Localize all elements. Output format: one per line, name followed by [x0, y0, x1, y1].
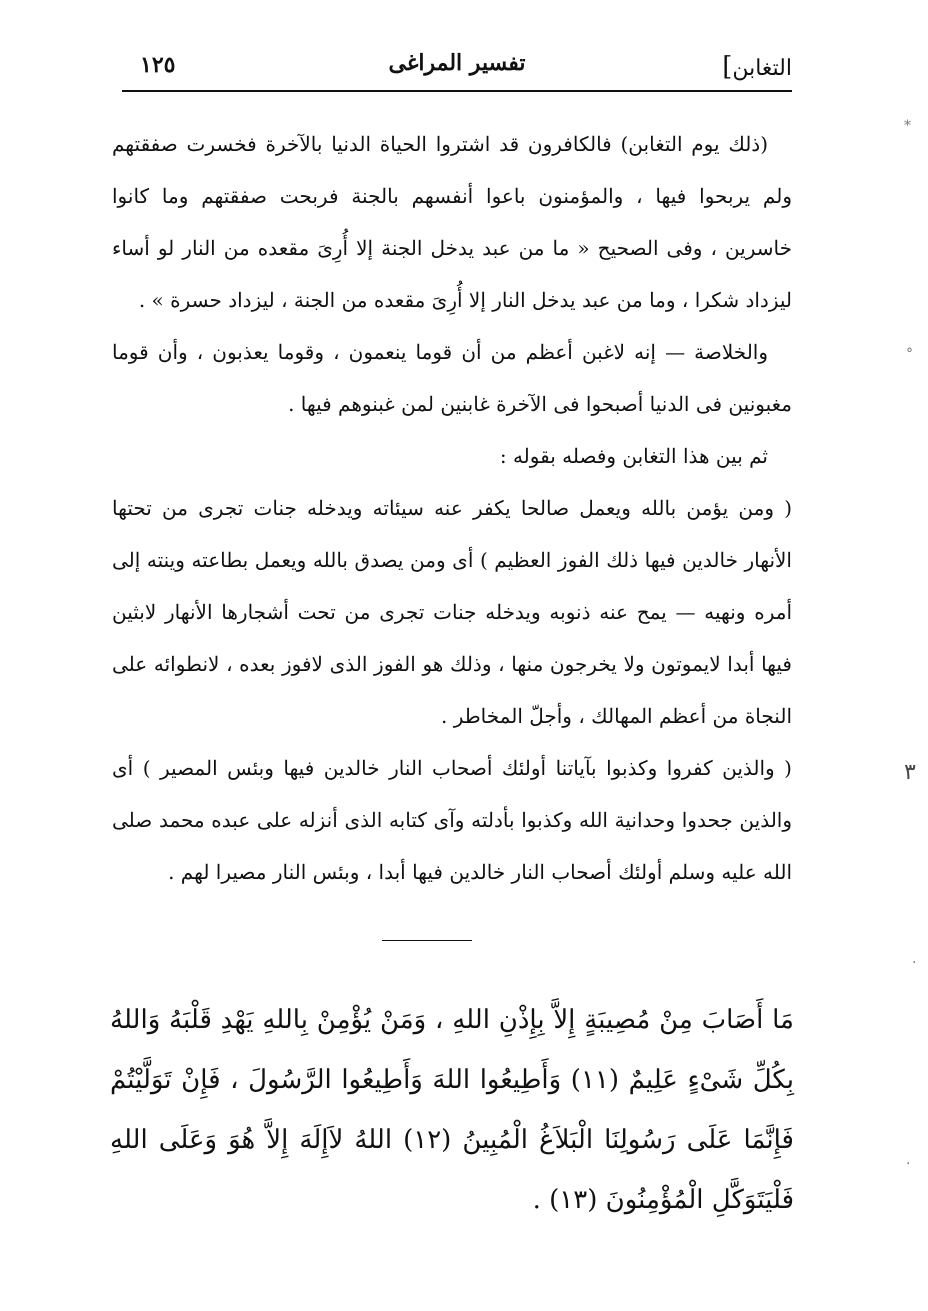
paragraph-disbelievers: ( والذين كفروا وكذبوا بآياتنا أولئك أصحاب النار خالدين فيها وبئس المصير ) أى والذين جحدوا وحدانية الله وكذبوا بأدلته وآى كتابه الذى أنزله على عبده محمد صلى الله عليه وسلم أولئك أصحاب النار خالدين فيها أبدا ، وبئس النار مصيرا لهم . [112, 756, 792, 884]
header-rule [122, 90, 792, 92]
commentary-text [112, 118, 792, 898]
margin-mark: * [904, 118, 911, 134]
margin-mark: · [906, 1156, 911, 1172]
section-separator [382, 940, 472, 941]
paragraph-transition: ثم بين هذا التغابن وفصله بقوله : [499, 444, 768, 468]
verse-block: مَا أَصَابَ مِنْ مُصِيبَةٍ إِلاَّ بِإِذْنِ اللهِ ، وَمَنْ يُؤْمِنْ بِاللهِ يَهْدِ قَلْبَهُ وَاللهُ بِكُلِّ شَىْءٍ عَلِيمٌ (١١) وَأَطِيعُوا اللهَ وَأَطِيعُوا الرَّسُولَ ، فَإِنْ تَوَلَّيْتُمْ فَإِنَّمَا عَلَى رَسُولِنَا الْبَلاَغُ الْمُبِينُ (١٢) اللهُ لاَإِلَهَ إِلاَّ هُوَ وَعَلَى اللهِ فَلْيَتَوَكَّلِ الْمُؤْمِنُونَ (١٣) . [110, 1005, 794, 1215]
margin-mark: ٣ [904, 760, 916, 785]
sura-name: التغابن [732, 56, 792, 81]
paragraph-believers: ( ومن يؤمن بالله ويعمل صالحا يكفر عنه سيئاته ويدخله جنات تجرى من تحتها الأنهار خالدين فيها ذلك الفوز العظيم ) أى ومن يصدق بالله ويعمل بطاعته وينته إلى أمره ونهيه — يمح عنه ذنوبه ويدخله جنات تجرى من تحت أشجارها الأنهار لابثين فيها أبدا لايموتون ولا يخرجون منها ، وذلك هو الفوز الذى لافوز بعده ، لانطوائه على النجاة من أعظم المهالك ، وأجلّ المخاطر . [112, 496, 793, 728]
header-bracket: ] [722, 52, 733, 82]
book-title: تفسير المراغى [388, 50, 526, 76]
paragraph-taghabun: (ذلك يوم التغابن) فالكافرون قد اشتروا الحياة الدنيا بالآخرة فخسرت صفقتهم ولم يربحوا فيها ، والمؤمنون باعوا أنفسهم بالجنة فربحت صفقتهم وما كانوا خاسرين ، وفى الصحيح « ما من عبد يدخل الجنة إلا أُرِىَ مقعده من النار لو أساء ليزداد شكرا ، وما من عبد يدخل النار إلا أُرِىَ مقعده من الجنة ، ليزداد حسرة » . [112, 132, 792, 312]
paragraph-summary: والخلاصة — إنه لاغبن أعظم من أن قوما ينعمون ، وقوما يعذبون ، وأن قوما مغبونين فى الدنيا أصبحوا فى الآخرة غابنين لمن غبنوهم فيها . [112, 340, 792, 416]
quran-verses [110, 990, 794, 1230]
page-header [122, 44, 792, 88]
margin-mark: ° [906, 346, 913, 362]
page-number: ١٢٥ [140, 52, 176, 78]
margin-mark: · [912, 955, 917, 971]
